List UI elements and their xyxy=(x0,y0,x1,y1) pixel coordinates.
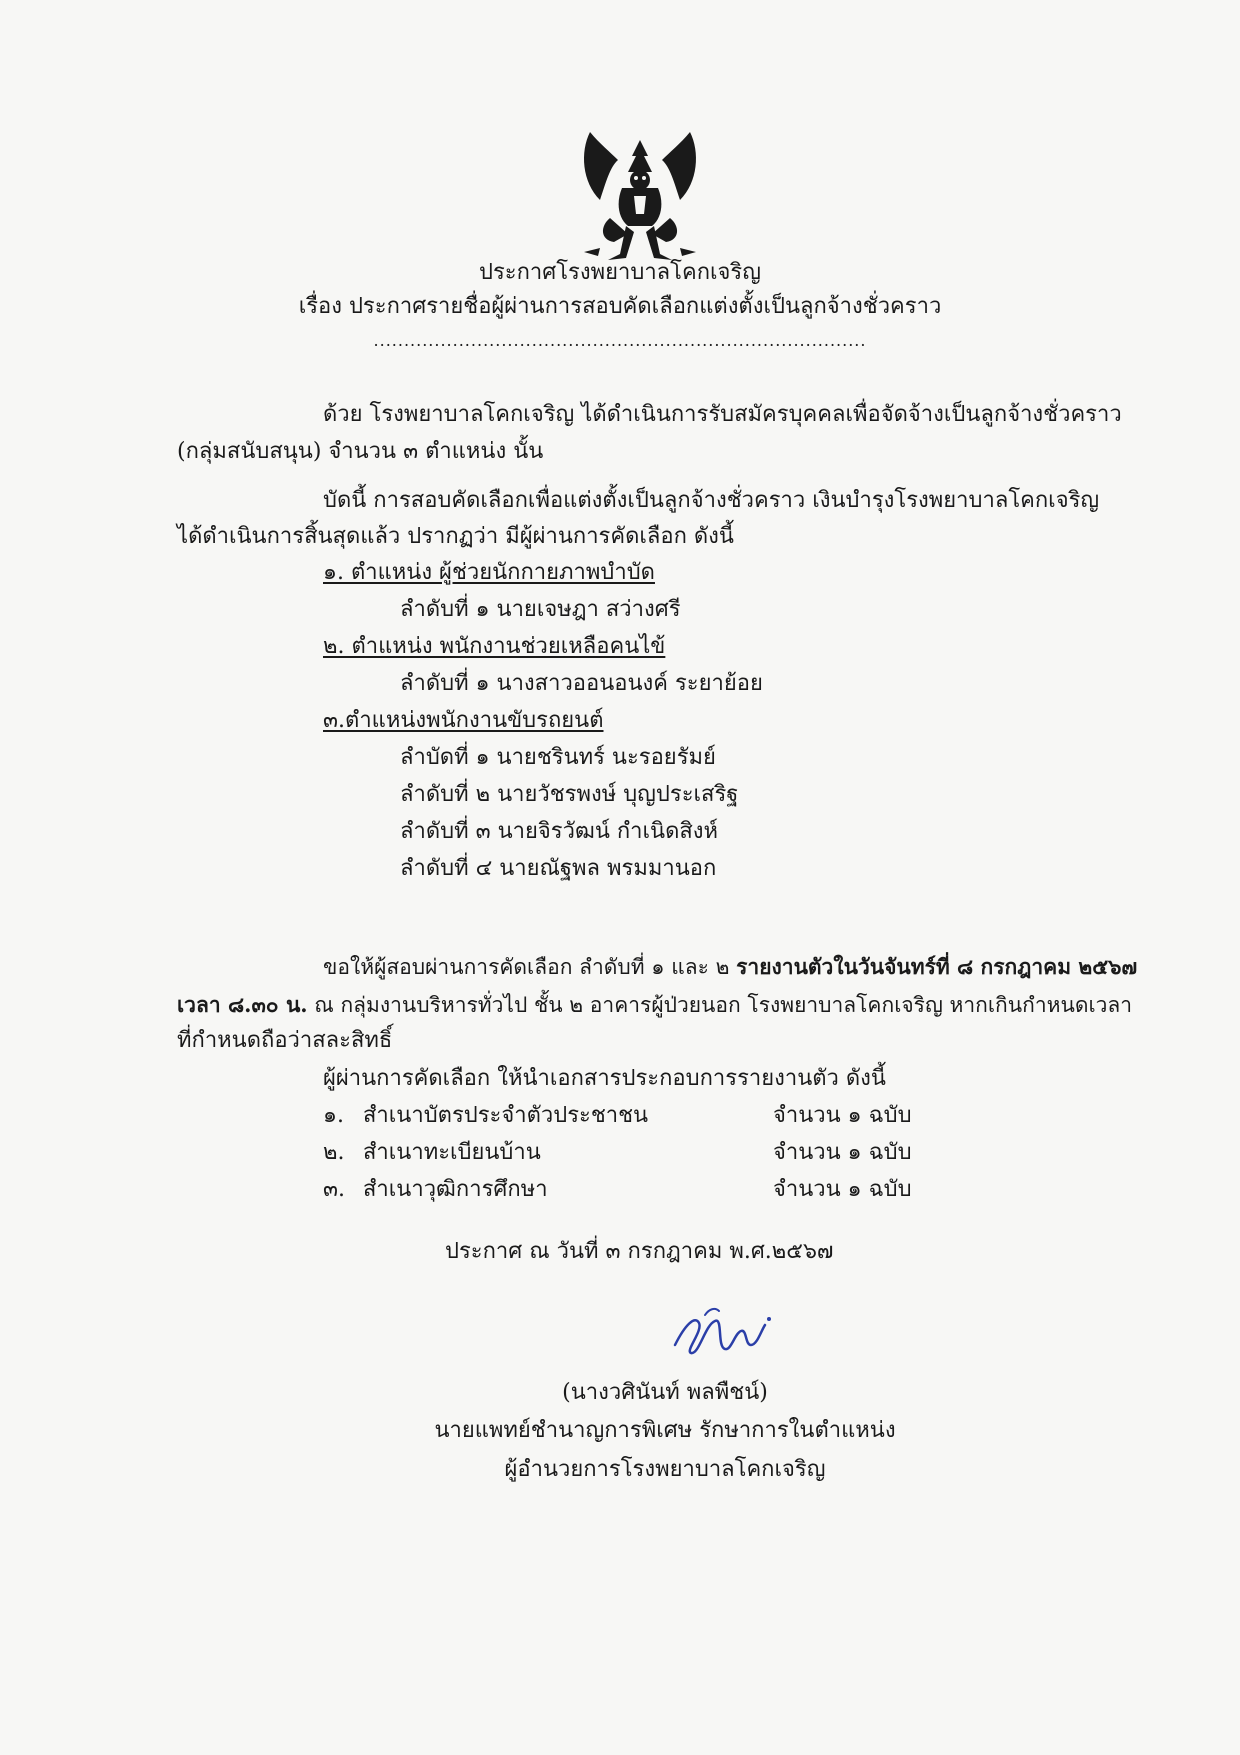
document-name: สำเนาทะเบียนบ้าน xyxy=(363,1140,541,1165)
signatory-name: (นางวศินันท์ พลพืชน์) xyxy=(562,1380,768,1405)
document-number: ๑. xyxy=(323,1103,344,1128)
report-line-2 xyxy=(177,990,1132,1020)
handwritten-signature-icon xyxy=(665,1295,785,1365)
report-line-1-text: ขอให้ผู้สอบผ่านการคัดเลือก ลำดับที่ ๑ และ ๒ xyxy=(323,955,737,979)
position-heading: ๑. ตำแหน่ง ผู้ช่วยนักกายภาพบำบัด xyxy=(323,560,655,585)
candidate-entry: ลำดับที่ ๔ นายณัฐพล พรมมานอก xyxy=(400,856,717,881)
document-number: ๒. xyxy=(323,1140,345,1165)
document-quantity: จำนวน ๑ ฉบับ xyxy=(773,1103,912,1128)
candidate-entry: ลำบัดที่ ๑ นายชรินทร์ นะรอยรัมย์ xyxy=(400,745,716,770)
candidate-entry: ลำดับที่ ๓ นายจิรวัฒน์ กำเนิดสิงห์ xyxy=(400,819,719,844)
candidate-entry: ลำดับที่ ๒ นายวัชรพงษ์ บุญประเสริฐ xyxy=(400,782,739,807)
paragraph-1-line-1: ด้วย โรงพยาบาลโคกเจริญ ได้ดำเนินการรับสมัครบุคคลเพื่อจัดจ้างเป็นลูกจ้างชั่วคราว xyxy=(323,402,1122,427)
position-heading: ๓.ตำแหน่งพนักงานขับรถยนต์ xyxy=(323,708,604,733)
document-quantity: จำนวน ๑ ฉบับ xyxy=(773,1140,912,1165)
document-name: สำเนาวุฒิการศึกษา xyxy=(363,1177,548,1202)
announcement-subject: เรื่อง ประกาศรายชื่อผู้ผ่านการสอบคัดเลือกแต่งตั้งเป็นลูกจ้างชั่วคราว xyxy=(298,294,942,319)
garuda-emblem-icon xyxy=(570,122,710,272)
paragraph-1-line-2: (กลุ่มสนับสนุน) จำนวน ๓ ตำแหน่ง นั้น xyxy=(177,439,544,464)
report-line-2-text: ณ กลุ่มงานบริหารทั่วไป ชั้น ๒ อาคารผู้ป่วยนอก โรงพยาบาลโคกเจริญ หากเกินกำหนดเวลา xyxy=(307,993,1133,1017)
paragraph-2-line-2: ได้ดำเนินการสิ้นสุดแล้ว ปรากฏว่า มีผู้ผ่านการคัดเลือก ดังนี้ xyxy=(177,524,734,549)
signatory-title-1: นายแพทย์ชำนาญการพิเศษ รักษาการในตำแหน่ง xyxy=(434,1418,896,1443)
documents-intro: ผู้ผ่านการคัดเลือก ให้นำเอกสารประกอบการรายงานตัว ดังนี้ xyxy=(323,1066,886,1091)
position-heading: ๒. ตำแหน่ง พนักงานช่วยเหลือคนไข้ xyxy=(323,634,666,659)
report-date-emphasis: รายงานตัวในวันจันทร์ที่ ๘ กรกฎาคม ๒๕๖๗ xyxy=(736,954,1138,979)
paragraph-2-line-1: บัดนี้ การสอบคัดเลือกเพื่อแต่งตั้งเป็นลูกจ้างชั่วคราว เงินบำรุงโรงพยาบาลโคกเจริญ xyxy=(323,488,1100,513)
candidate-entry: ลำดับที่ ๑ นางสาวออนอนงค์ ระยาย้อย xyxy=(400,671,763,696)
report-time-emphasis: เวลา ๘.๓๐ น. xyxy=(177,992,308,1017)
document-quantity: จำนวน ๑ ฉบับ xyxy=(773,1177,912,1202)
announcement-date: ประกาศ ณ วันที่ ๓ กรกฎาคม พ.ศ.๒๕๖๗ xyxy=(445,1239,834,1264)
header-divider: ................................................................................. xyxy=(373,331,867,350)
report-line-1 xyxy=(323,952,1137,982)
announcement-title: ประกาศโรงพยาบาลโคกเจริญ xyxy=(479,260,761,285)
document-number: ๓. xyxy=(323,1177,346,1202)
report-line-3: ที่กำหนดถือว่าสละสิทธิ์ xyxy=(177,1028,393,1053)
signatory-title-2: ผู้อำนวยการโรงพยาบาลโคกเจริญ xyxy=(504,1457,826,1482)
document-name: สำเนาบัตรประจำตัวประชาชน xyxy=(363,1103,649,1128)
candidate-entry: ลำดับที่ ๑ นายเจษฎา สว่างศรี xyxy=(400,597,681,622)
